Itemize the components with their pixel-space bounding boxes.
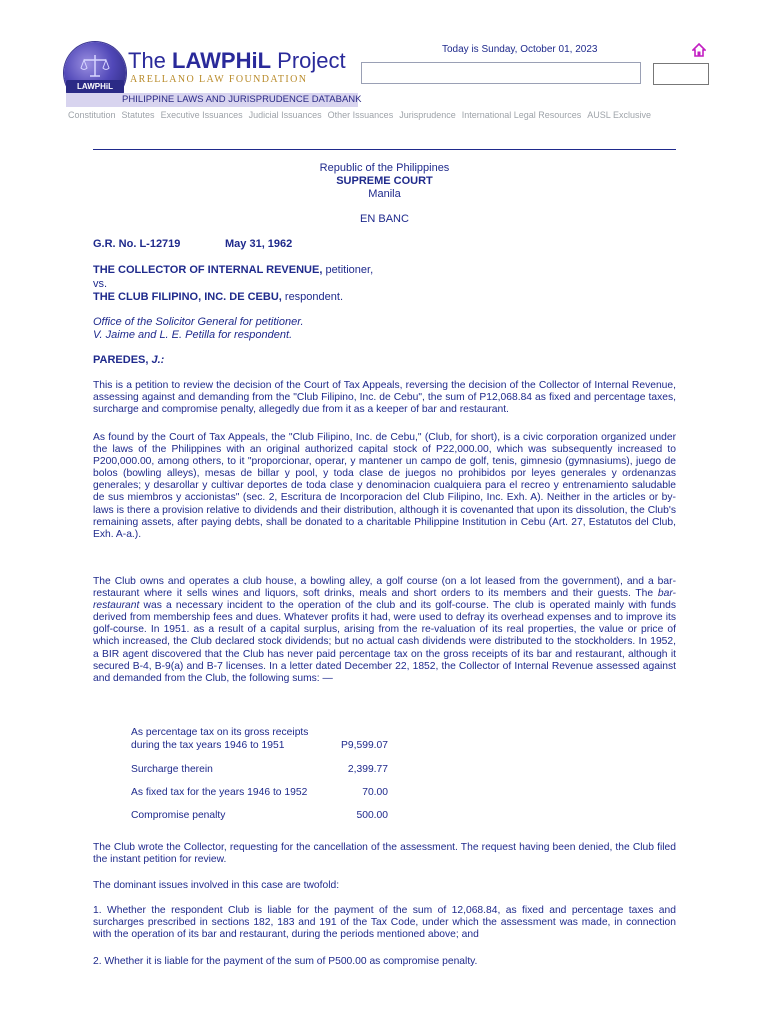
search-input[interactable] — [361, 62, 641, 84]
paragraph-3 — [93, 576, 676, 685]
paragraph-3-emphasis: bar-restaurant — [93, 588, 676, 612]
table-row-3-label: As fixed tax for the years 1946 to 1952 — [131, 787, 308, 798]
paragraph-7: 2. Whether it is liable for the payment of the sum of P500.00 as compromise penalty. — [93, 956, 478, 967]
search-button[interactable] — [653, 63, 709, 85]
brand-suffix: Project — [271, 48, 346, 73]
paragraph-4: The Club wrote the Collector, requesting for the cancellation of the assessment. The request having been denied, the Club filed the instant petition for review. — [93, 842, 676, 866]
republic-heading: Republic of the Philippines — [319, 162, 450, 174]
brand-main: LAWPHiL — [172, 48, 272, 73]
nav-statutes[interactable]: Statutes — [121, 110, 155, 120]
ponente — [93, 354, 164, 367]
paragraph-3-text-b: was a necessary incident to the operation of the club and its golf-course. The club is operated mainly with funds derived from membership fees and dues. Whatever profits it had, were used to defray its overhead expenses and to improve its golf-course. In 1951. as a result of a capital surplus, arising from the re-valuation of its real properties, the value or price of which increased, the Club declared stock dividends; but no actual cash dividends were distributed to the stockholders. In 1952, a BIR agent discovered that the Club has never paid percentage tax on the gross receipts of its bar and restaurant, although it secured B-4, B-9(a) and B-7 licenses. In a letter dated December 22, 1852, the Collector of Internal Revenue assessed against and demanded from the Club, the following sums: — — [93, 600, 676, 684]
databank-label: PHILIPPINE LAWS AND JURISPRUDENCE DATABANK — [122, 94, 362, 105]
paragraph-5: The dominant issues involved in this case are twofold: — [93, 880, 340, 891]
table-row-2-label: Surcharge therein — [131, 764, 213, 775]
table-row-2-amount: 2,399.77 — [347, 764, 388, 775]
nav-ausl-exclusive[interactable]: AUSL Exclusive — [587, 110, 651, 120]
case-number: G.R. No. L-12719 — [93, 238, 181, 250]
databank-bar — [66, 93, 362, 107]
table-row-4-label: Compromise penalty — [131, 810, 226, 821]
nav-judicial-issuances[interactable]: Judicial Issuances — [248, 110, 322, 120]
brand-prefix: The — [128, 48, 173, 73]
nav-constitution[interactable]: Constitution — [68, 110, 116, 120]
main-nav — [68, 110, 657, 120]
petitioner-line — [93, 264, 373, 277]
counsel-respondent: V. Jaime and L. E. Petilla for respondent. — [93, 329, 293, 341]
table-row-1-label: As percentage tax on its gross receipts — [131, 727, 309, 738]
division: EN BANC — [360, 213, 409, 225]
table-row-1-label-2: during the tax years 1946 to 1951 — [131, 740, 285, 751]
nav-other-issuances[interactable]: Other Issuances — [327, 110, 394, 120]
respondent-name: THE CLUB FILIPINO, INC. DE CEBU, — [93, 291, 282, 303]
nav-executive-issuances[interactable]: Executive Issuances — [160, 110, 243, 120]
versus: vs. — [93, 278, 108, 290]
respondent-line — [93, 291, 343, 304]
paragraph-3-text-a: The Club owns and operates a club house, a bowling alley, a golf course (on a lot leased from the government), and a bar-restaurant where it sells wines and liquors, soft drinks, meals and short orders to its members and their guests. The — [93, 576, 676, 600]
paragraph-6: 1. Whether the respondent Club is liable for the payment of the sum of 12,068.84, as fixed and percentage taxes and surcharges prescribed in sections 182, 183 and 191 of the Tax Code, under which the assessment was made, in connection with the operation of its bar and restaurant, during the periods mentioned above; and — [93, 905, 676, 941]
court-city: Manila — [368, 188, 401, 200]
table-row-3-amount: 70.00 — [362, 787, 388, 798]
divider — [93, 149, 676, 150]
brand-title[interactable] — [128, 48, 346, 74]
ponente-name: PAREDES, — [93, 354, 152, 366]
current-date: Today is Sunday, October 01, 2023 — [442, 44, 598, 55]
court-name: SUPREME COURT — [336, 175, 433, 187]
nav-international-legal-resources[interactable]: International Legal Resources — [461, 110, 582, 120]
table-row-1-amount: P9,599.07 — [341, 740, 388, 751]
respondent-role: respondent. — [281, 291, 343, 303]
paragraph-2: As found by the Court of Tax Appeals, the "Club Filipino, Inc. de Cebu," (Club, for short), is a civic corporation organized under the laws of the Philippines with an original authorized capital stock of P22,000.00, which was subsequently increased to P200,000.00, among others, to it "proporcionar, operar, y mantener un campo de golf, tenis, gimnesio (gymnasiums), juego de bolos (bowling alleys), mesas de billar y pool, y toda clase de juegos no prohibidos por leyes generales y ordenanzas generales; y desarollar y cultivar deportes de toda clase y denominacion cualquiera para el recreo y entrenamiento saludable de sus miembros y accionistas" (sec. 2, Escritura de Incorporacion del Club Filipino, Inc. Exh. A). Neither in the articles or by-laws is there a provision relative to dividends and their distribution, although it is covenanted that upon its dissolution, the Club's remaining assets, after paying debts, shall be donated to a charitable Philippine Institution in Cebu (Art. 27, Estatutos del Club, Exh. A-a.). — [93, 432, 676, 540]
scales-of-justice-icon — [80, 52, 110, 82]
logo-tag: LAWPHiL — [66, 80, 124, 94]
ponente-title: J.: — [151, 354, 165, 366]
home-icon[interactable] — [692, 43, 706, 57]
table-row-4-amount: 500.00 — [356, 810, 388, 821]
counsel-petitioner: Office of the Solicitor General for petitioner. — [93, 316, 304, 328]
petitioner-role: petitioner, — [322, 264, 374, 276]
case-date: May 31, 1962 — [225, 238, 293, 250]
paragraph-1: This is a petition to review the decision of the Court of Tax Appeals, reversing the decision of the Collector of Internal Revenue, assessing against and demanding from the "Club Filipino, Inc. de Cebu", the sum of P12,068.84 as fixed and percentage taxes, surcharge and compromise penalty, allegedly due from it as a keeper of bar and restaurant. — [93, 380, 676, 416]
nav-jurisprudence[interactable]: Jurisprudence — [399, 110, 456, 120]
petitioner-name: THE COLLECTOR OF INTERNAL REVENUE, — [93, 264, 323, 276]
foundation-name: ARELLANO LAW FOUNDATION — [130, 74, 308, 85]
